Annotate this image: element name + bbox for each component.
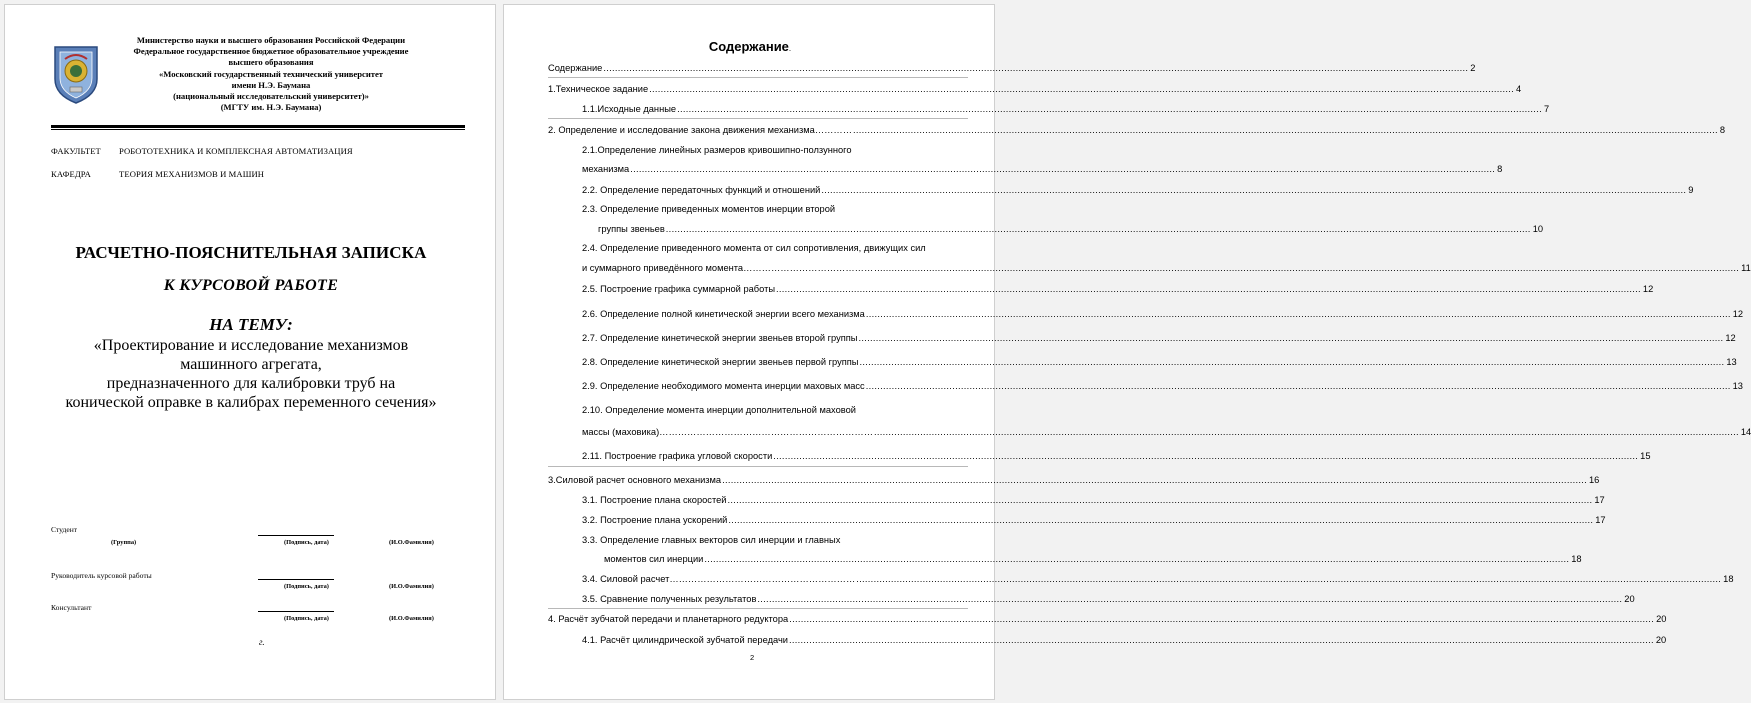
toc-entry-text: механизма bbox=[582, 164, 630, 174]
consultant-label: Консультант bbox=[51, 603, 92, 612]
toc-entry[interactable] bbox=[582, 635, 1667, 645]
toc-entry-text: 3.2. Построение плана ускорений bbox=[582, 515, 728, 525]
toc-leader: ............................................................................................................................................................................................................................................................................................................ bbox=[874, 263, 1740, 273]
toc-entry-text: моментов сил инерции bbox=[604, 554, 704, 564]
toc-entry-page: 17 bbox=[1594, 495, 1605, 505]
toc-heading-dot: . bbox=[788, 44, 792, 53]
toc-entry[interactable] bbox=[548, 475, 1600, 485]
toc-leader: ............................................................................................................................................................................................................................................................................................................ bbox=[856, 574, 1722, 584]
consultant-name-hint: (И.О.Фамилия) bbox=[389, 615, 434, 622]
institution-header bbox=[101, 35, 441, 113]
toc-entry-page: 18 bbox=[1571, 554, 1582, 564]
toc-entry[interactable] bbox=[548, 614, 1667, 624]
toc-leader: ............................................................................................................................................................................................................................................................................................................ bbox=[859, 357, 1725, 367]
department-value: ТЕОРИЯ МЕХАНИЗМОВ И МАШИН bbox=[119, 169, 265, 179]
toc-entry-page: 9 bbox=[1688, 185, 1694, 195]
toc-leader: ............................................................................................................................................................................................................................................................................................................ bbox=[853, 125, 1718, 135]
toc-leader: ............................................................................................................................................................................................................................................................................................................ bbox=[858, 333, 1724, 343]
toc-entry-text[interactable]: 2.4. Определение приведенного момента от сил сопротивления, движущих сил bbox=[582, 243, 926, 253]
toc-entry[interactable] bbox=[582, 427, 1751, 437]
supervisor-name-hint: (И.О.Фамилия) bbox=[389, 583, 434, 590]
toc-leader: ............................................................................................................................................................................................................................................................................................................ bbox=[728, 515, 1594, 525]
toc-heading bbox=[504, 39, 996, 54]
faculty-value: РОБОТОТЕХНИКА И КОМПЛЕКСНАЯ АВТОМАТИЗАЦИЯ bbox=[119, 146, 353, 156]
toc-entry-page: 13 bbox=[1732, 381, 1743, 391]
toc-entry-page: 15 bbox=[1640, 451, 1651, 461]
toc-entry-text: 2.11. Построение графика угловой скорости bbox=[582, 451, 773, 461]
department-row bbox=[51, 169, 265, 179]
toc-leader: ............................................................................................................................................................................................................................................................................................................ bbox=[874, 427, 1739, 437]
toc-entry-text: 1.Техническое задание bbox=[548, 84, 649, 94]
student-sign-hint: (Подпись, дата) bbox=[284, 539, 329, 546]
toc-entry-page: 2 bbox=[1470, 63, 1476, 73]
toc-entry[interactable] bbox=[582, 594, 1635, 604]
consultant-signature-line bbox=[258, 611, 334, 612]
year-mark: г. bbox=[259, 637, 265, 647]
toc-entry-page: 20 bbox=[1624, 594, 1635, 604]
toc-leader: ............................................................................................................................................................................................................................................................................................................ bbox=[789, 614, 1655, 624]
institution-line: (национальный исследовательский университет)» bbox=[173, 91, 369, 102]
institution-line: Федеральное государственное бюджетное образовательное учреждение bbox=[133, 46, 409, 57]
toc-divider bbox=[548, 466, 968, 467]
toc-entry-text: 3.1. Построение плана скоростей bbox=[582, 495, 727, 505]
toc-entry[interactable] bbox=[582, 164, 1503, 174]
toc-entry-page: 8 bbox=[1719, 125, 1726, 135]
institution-line: (МГТУ им. Н.Э. Баумана) bbox=[220, 102, 322, 113]
toc-entry-page: 12 bbox=[1725, 333, 1736, 343]
toc-leader: ............................................................................................................................................................................................................................................................................................................ bbox=[776, 284, 1641, 294]
toc-entry[interactable] bbox=[582, 381, 1743, 391]
toc-leader: ............................................................................................................................................................................................................................................................................................................ bbox=[677, 104, 1542, 114]
institution-line: имени Н.Э. Баумана bbox=[231, 79, 311, 90]
toc-entry[interactable] bbox=[598, 224, 1544, 234]
topic-text bbox=[25, 336, 477, 412]
toc-divider bbox=[548, 118, 968, 119]
toc-entry-page: 13 bbox=[1726, 357, 1737, 367]
toc-divider bbox=[548, 77, 968, 78]
document-subtitle: К КУРСОВОЙ РАБОТЕ bbox=[163, 277, 339, 294]
toc-leader: ............................................................................................................................................................................................................................................................................................................ bbox=[865, 309, 1731, 319]
toc-entry-text: 2.5. Построение графика суммарной работы bbox=[582, 284, 776, 294]
consultant-sign-hint: (Подпись, дата) bbox=[284, 615, 329, 622]
supervisor-label: Руководитель курсовой работы bbox=[51, 571, 152, 580]
toc-page bbox=[503, 4, 1751, 700]
toc-entry-text: 1.1.Исходные данные bbox=[582, 104, 677, 114]
toc-entry-page: 8 bbox=[1497, 164, 1503, 174]
toc-leader: ............................................................................................................................................................................................................................................................................................................ bbox=[821, 185, 1687, 195]
toc-leader: ............................................................................................................................................................................................................................................................................................................ bbox=[630, 164, 1496, 174]
toc-entry-page: 10 bbox=[1532, 224, 1544, 234]
toc-entry-text: 4. Расчёт зубчатой передачи и планетарного редуктора bbox=[548, 614, 789, 624]
toc-entry[interactable] bbox=[548, 84, 1522, 94]
student-label: Студент bbox=[51, 525, 78, 534]
toc-entry-text: массы (маховика)…………………………………………………………… bbox=[582, 427, 873, 437]
toc-entry-text: 2.9. Определение необходимого момента инерции маховых масс bbox=[582, 381, 865, 391]
toc-entry[interactable] bbox=[582, 451, 1651, 461]
toc-entry[interactable] bbox=[582, 495, 1605, 505]
institution-line: «Московский государственный технический университет bbox=[158, 68, 384, 79]
toc-divider bbox=[548, 608, 968, 609]
toc-entry-text: 4.1. Расчёт цилиндрической зубчатой передачи bbox=[582, 635, 788, 645]
toc-heading-text: Содержание bbox=[708, 39, 789, 54]
toc-entry[interactable] bbox=[582, 104, 1550, 114]
toc-entry-page: 20 bbox=[1656, 614, 1667, 624]
toc-entry[interactable] bbox=[604, 554, 1582, 564]
toc-entry-text: Содержание bbox=[548, 63, 603, 73]
toc-entry-page: 17 bbox=[1595, 515, 1606, 525]
toc-entry[interactable] bbox=[582, 185, 1694, 195]
supervisor-signature-line bbox=[258, 579, 334, 580]
toc-leader: ............................................................................................................................................................................................................................................................................................................ bbox=[727, 495, 1593, 505]
toc-entry[interactable] bbox=[548, 63, 1476, 73]
document-title: РАСЧЕТНО-ПОЯСНИТЕЛЬНАЯ ЗАПИСКА bbox=[75, 243, 427, 262]
toc-entry-text: 2.6. Определение полной кинетической энергии всего механизма bbox=[582, 309, 865, 319]
institution-line: Министерство науки и высшего образования Российской Федерации bbox=[136, 35, 406, 45]
faculty-label: ФАКУЛЬТЕТ bbox=[51, 146, 101, 156]
toc-entry-page: 18 bbox=[1723, 574, 1734, 584]
toc-entry[interactable] bbox=[548, 125, 1726, 135]
toc-entry-text: 3.Силовой расчет основного механизма bbox=[548, 475, 722, 485]
toc-entry-page: 12 bbox=[1642, 284, 1654, 294]
page-number: 2 bbox=[750, 653, 755, 662]
toc-leader: ............................................................................................................................................................................................................................................................................................................ bbox=[649, 84, 1515, 94]
toc-entry-text[interactable]: 3.3. Определение главных векторов сил инерции и главных bbox=[582, 535, 841, 545]
toc-leader: ............................................................................................................................................................................................................................................................................................................ bbox=[704, 554, 1570, 564]
topic-line: конической оправке в калибрах переменного сечения» bbox=[65, 394, 437, 411]
toc-entry-text: 2. Определение и исследование закона движения механизма………… bbox=[548, 125, 853, 135]
supervisor-sign-hint: (Подпись, дата) bbox=[284, 583, 329, 590]
title-page bbox=[4, 4, 496, 700]
toc-leader: ............................................................................................................................................................................................................................................................................................................ bbox=[722, 475, 1587, 485]
toc-entry-page: 16 bbox=[1589, 475, 1600, 485]
header-divider-thin bbox=[51, 129, 465, 130]
toc-entry[interactable] bbox=[582, 263, 1751, 273]
student-signature-line bbox=[258, 535, 334, 536]
topic-line: «Проектирование и исследование механизмов bbox=[93, 337, 409, 354]
toc-leader: ............................................................................................................................................................................................................................................................................................................ bbox=[757, 594, 1623, 604]
topic-line: предназначенного для калибровки труб на bbox=[106, 375, 396, 392]
toc-entry-text[interactable]: 2.1.Определение линейных размеров кривошипно-ползунного bbox=[582, 145, 852, 155]
toc-entry-text: группы звеньев bbox=[598, 224, 665, 234]
toc-leader: ............................................................................................................................................................................................................................................................................................................ bbox=[603, 63, 1469, 73]
toc-entry-page: 4 bbox=[1516, 84, 1522, 94]
toc-leader: ............................................................................................................................................................................................................................................................................................................ bbox=[773, 451, 1639, 461]
toc-entry-page: 20 bbox=[1655, 635, 1667, 645]
toc-entry-text: 3.4. Силовой расчет…………………………………………………… bbox=[582, 574, 856, 584]
toc-entry[interactable] bbox=[582, 357, 1737, 367]
toc-entry-text: 2.7. Определение кинетической энергии звеньев второй группы bbox=[582, 333, 858, 343]
toc-entry-page: 14 bbox=[1740, 427, 1751, 437]
university-emblem-icon bbox=[51, 43, 101, 105]
toc-entry-page: 7 bbox=[1543, 104, 1550, 114]
toc-entry[interactable] bbox=[582, 515, 1606, 525]
toc-leader: ............................................................................................................................................................................................................................................................................................................ bbox=[865, 381, 1731, 391]
toc-entry-text: 3.5. Сравнение полученных результатов bbox=[582, 594, 757, 604]
toc-entry[interactable] bbox=[582, 333, 1736, 343]
department-label: КАФЕДРА bbox=[51, 169, 91, 179]
toc-entry-page: 11 bbox=[1741, 263, 1751, 273]
toc-leader: ............................................................................................................................................................................................................................................................................................................ bbox=[789, 635, 1654, 645]
toc-entry-page: 12 bbox=[1732, 309, 1744, 319]
institution-line: высшего образования bbox=[228, 57, 314, 68]
faculty-row bbox=[51, 146, 353, 156]
toc-entry-text: и суммарного приведённого момента…………………………………… bbox=[582, 263, 874, 273]
toc-entry[interactable] bbox=[582, 574, 1734, 584]
toc-entry[interactable] bbox=[582, 284, 1654, 294]
topic-label: НА ТЕМУ: bbox=[209, 315, 293, 334]
group-hint: (Группа) bbox=[111, 539, 137, 546]
toc-entry-text[interactable]: 2.3. Определение приведенных моментов инерции второй bbox=[582, 204, 836, 214]
toc-entry-text: 2.2. Определение передаточных функций и отношений bbox=[582, 185, 821, 195]
student-name-hint: (И.О.Фамилия) bbox=[389, 539, 434, 546]
header-divider-thick bbox=[51, 125, 465, 128]
topic-line: машинного агрегата, bbox=[180, 356, 322, 373]
toc-entry-text[interactable]: 2.10. Определение момента инерции дополнительной маховой bbox=[582, 405, 856, 415]
toc-entry[interactable] bbox=[582, 309, 1744, 319]
toc-entry-text: 2.8. Определение кинетической энергии звеньев первой группы bbox=[582, 357, 859, 367]
toc-leader: ............................................................................................................................................................................................................................................................................................................ bbox=[665, 224, 1531, 234]
